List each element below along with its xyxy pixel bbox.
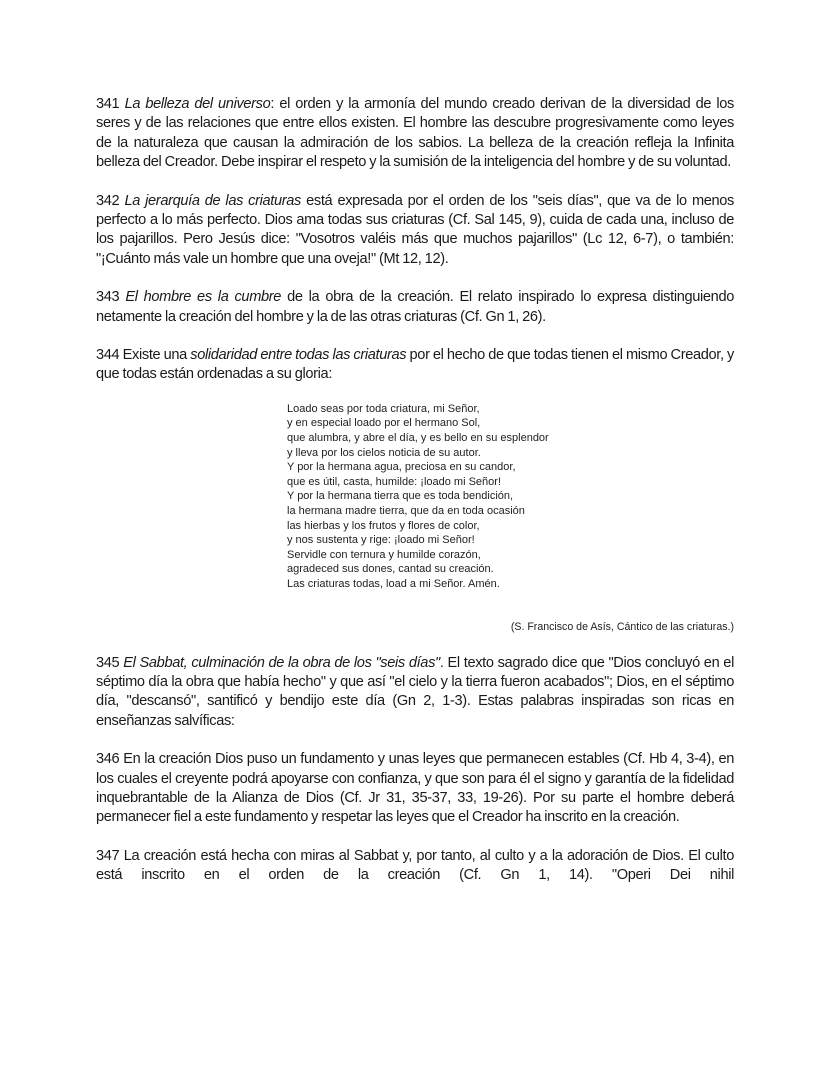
paragraph-344 bbox=[96, 346, 734, 385]
paragraph-text: En la creación Dios puso un fundamento y unas leyes que permanecen estables (Cf. Hb 4, 3-4), en los cuales el creyente podrá apoyarse con confianza, y que son para él el signo y garantía de la fidelidad inquebrantable de la Alianza de Dios (Cf. Jr 31, 35-37, 33, 19-26). Por su parte el hombre deberá permanecer fiel a este fundamento y respetar las leyes que el Creador ha inscrito en la creación. bbox=[96, 751, 734, 826]
poem-line: Y por la hermana tierra que es toda bendición, bbox=[287, 490, 514, 503]
poem-line: Loado seas por toda criatura, mi Señor, bbox=[287, 402, 480, 415]
paragraph-number: 343 bbox=[96, 289, 120, 306]
poem-line: y nos sustenta y rige: ¡loado mi Señor! bbox=[287, 534, 475, 547]
paragraph-title: El hombre es la cumbre bbox=[125, 289, 282, 306]
paragraph-number: 344 bbox=[96, 347, 120, 364]
poem-line: que alumbra, y abre el día, y es bello en su esplendor bbox=[287, 432, 549, 445]
paragraph-text: . El texto sagrado dice que "Dios concluyó en el séptimo día la obra que había hecho" y que así "el cielo y la tierra fueron acabados"; Dios, en el séptimo día, "descansó", santificó y bendijo este día (Gn 2, 1-3). Estas palabras inspiradas son ricas en enseñanzas salvíficas: bbox=[96, 654, 734, 729]
paragraph-number: 342 bbox=[96, 192, 120, 209]
paragraph-title: El Sabbat, culminación de la obra de los "seis días" bbox=[123, 654, 440, 671]
poem-citation: (S. Francisco de Asís, Cántico de las criaturas.) bbox=[510, 620, 734, 633]
poem-line: Y por la hermana agua, preciosa en su candor, bbox=[287, 461, 516, 474]
poem-line: la hermana madre tierra, que da en toda ocasión bbox=[287, 505, 525, 518]
paragraph-title: La belleza del universo bbox=[124, 96, 271, 112]
poem bbox=[287, 402, 734, 592]
paragraph-341 bbox=[96, 95, 734, 173]
poem-line: Las criaturas todas, load a mi Señor. Amén. bbox=[287, 578, 500, 590]
poem-line: y lleva por los cielos noticia de su autor. bbox=[287, 446, 481, 459]
paragraph-text: La creación está hecha con miras al Sabbat y, por tanto, al culto y a la adoración de Dios. El culto está inscrito en el orden de la creación (Cf. Gn 1, 14). "Operi Dei nihil bbox=[96, 847, 734, 884]
paragraph-346 bbox=[96, 750, 734, 828]
paragraph-title: La jerarquía de las criaturas bbox=[124, 192, 301, 209]
paragraph-text: : el orden y la armonía del mundo creado derivan de la diversidad de los seres y de las relaciones que entre ellos existen. El hombre las descubre progresivamente como leyes de la naturaleza que causan la admiración de los sabios. La belleza de la creación refleja la Infinita belleza del Creador. Debe inspirar el respeto y la sumisión de la inteligencia del hombre y de su voluntad. bbox=[96, 96, 734, 171]
poem-line: y en especial loado por el hermano Sol, bbox=[287, 417, 481, 430]
paragraph-number: 347 bbox=[96, 847, 120, 864]
paragraph-text: de la obra de la creación. El relato inspirado lo expresa distinguiendo netamente la creación del hombre y la de las otras criaturas (Cf. Gn 1, 26). bbox=[96, 289, 734, 325]
paragraph-345 bbox=[96, 654, 734, 732]
paragraph-number: 346 bbox=[96, 751, 120, 768]
paragraph-title: solidaridad entre todas las criaturas bbox=[190, 347, 407, 364]
paragraph-text: está expresada por el orden de los "seis días", que va de lo menos perfecto a lo más perfecto. Dios ama todas sus criaturas (Cf. Sal 145, 9), cuida de cada una, incluso de los pajarillos. Pero Jesús dice: "Vosotros valéis más que muchos pajarillos" (Lc 12, 6-7), o también: "¡Cuánto más vale un hombre que una oveja!" (Mt 12, 12). bbox=[96, 192, 734, 267]
paragraph-number: 345 bbox=[96, 654, 120, 671]
paragraph-number: 341 bbox=[96, 96, 120, 112]
poem-line: las hierbas y los frutos y flores de color, bbox=[287, 519, 480, 532]
paragraph-342 bbox=[96, 192, 734, 270]
paragraph-347 bbox=[96, 847, 734, 886]
paragraph-343 bbox=[96, 288, 734, 327]
paragraph-text: por el hecho de que todas tienen el mismo Creador, y que todas están ordenadas a su gloria: bbox=[96, 347, 734, 383]
poem-line: que es útil, casta, humilde: ¡loado mi Señor! bbox=[287, 475, 502, 488]
paragraph-text: Existe una bbox=[122, 347, 191, 364]
poem-line: agradeced sus dones, cantad su creación. bbox=[287, 563, 494, 576]
poem-line: Servidle con ternura y humilde corazón, bbox=[287, 548, 481, 561]
